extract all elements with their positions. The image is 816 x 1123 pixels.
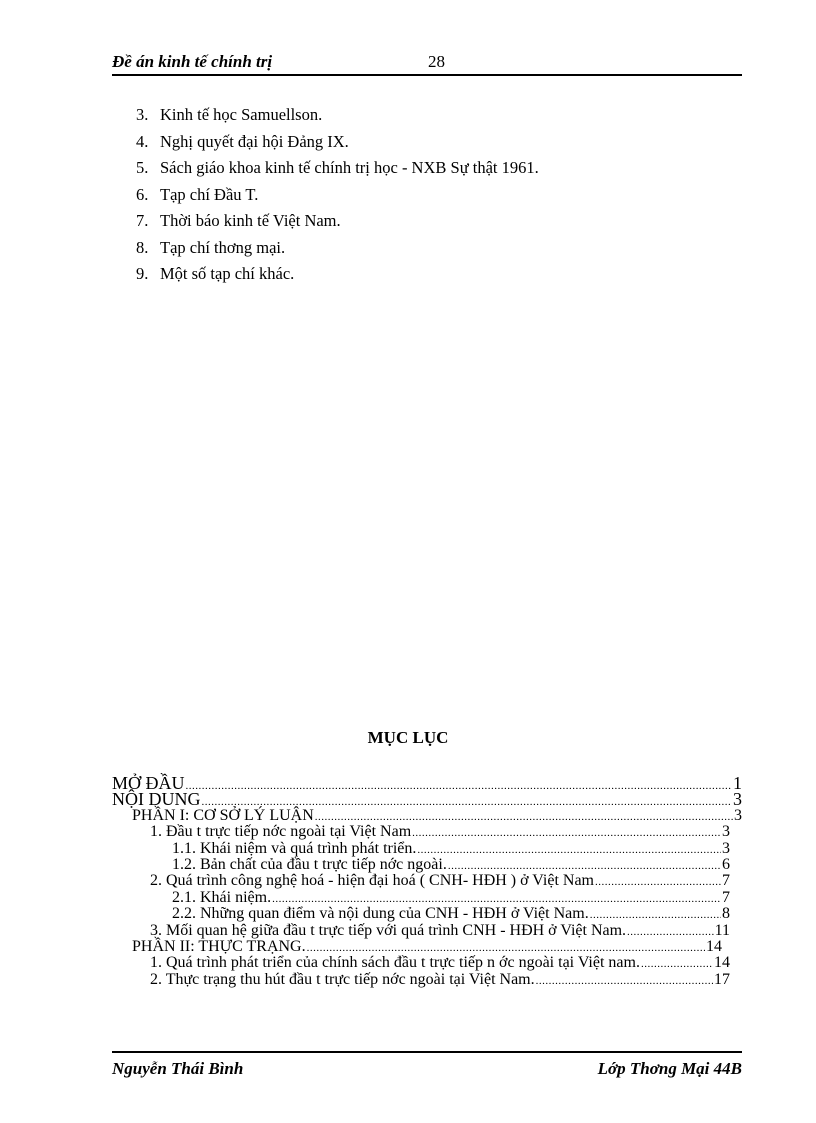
toc-entry: 2. Thực trạng thu hút đầu t trực tiếp nớc ngoài tại Việt Nam. ..... 17 bbox=[112, 972, 742, 988]
page-number: 28 bbox=[428, 52, 445, 71]
toc-entry: MỞ ĐẦU ..... 1 bbox=[112, 775, 742, 791]
list-item: 7. Thời báo kinh tế Việt Nam. bbox=[136, 211, 341, 230]
toc-entry: 1. Quá trình phát triển của chính sách đầu t trực tiếp n ớc ngoài tại Việt nam. ..... 14 bbox=[112, 955, 742, 971]
toc-entry: NỘI DUNG ..... 3 bbox=[112, 791, 742, 807]
list-item: 4. Nghị quyết đại hội Đảng IX. bbox=[136, 131, 349, 151]
toc-entry: PHẦN I: CƠ SỞ LÝ LUẬN ..... 3 bbox=[112, 808, 742, 824]
reference-list bbox=[136, 102, 539, 288]
footer-author: Nguyễn Thái Bình bbox=[112, 1059, 244, 1078]
toc-entry: 2.2. Những quan điểm và nội dung của CNH - HĐH ở Việt Nam. ..... 8 bbox=[112, 906, 742, 922]
list-item: 8. Tạp chí thơng mại. bbox=[136, 237, 286, 257]
page-footer bbox=[112, 1051, 742, 1078]
toc-entry: PHẦN II: THỰC TRẠNG. ..... 14 bbox=[112, 939, 742, 955]
footer-class: Lớp Thơng Mại 44B bbox=[597, 1059, 742, 1078]
toc-entry: 2.1. Khái niệm. ..... 7 bbox=[112, 890, 742, 906]
toc-entry: 2. Quá trình công nghệ hoá - hiện đại hoá ( CNH- HĐH ) ở Việt Nam ..... 7 bbox=[112, 873, 742, 889]
toc-entry: 1. Đầu t trực tiếp nớc ngoài tại Việt Nam ..... 3 bbox=[112, 824, 742, 840]
list-item: 5. Sách giáo khoa kinh tế chính trị học - NXB Sự thật 1961. bbox=[136, 158, 539, 177]
toc-entry: 1.1. Khái niệm và quá trình phát triển. ..... 3 bbox=[112, 841, 742, 857]
toc-entry: 1.2. Bản chất của đầu t trực tiếp nớc ngoài. ..... 6 bbox=[112, 857, 742, 873]
list-item: 9. Một số tạp chí khác. bbox=[136, 264, 295, 283]
list-item: 3. Kinh tế học Samuellson. bbox=[136, 105, 323, 124]
table-of-contents bbox=[112, 775, 742, 988]
header-title: Đề án kinh tế chính trị bbox=[112, 52, 273, 71]
toc-heading: MỤC LỤC bbox=[367, 728, 449, 747]
toc-entry: 3. Mối quan hệ giữa đầu t trực tiếp với quá trình CNH - HĐH ở Việt Nam. ..... 11 bbox=[112, 923, 742, 939]
page-header bbox=[112, 52, 742, 76]
list-item: 6. Tạp chí Đầu T. bbox=[136, 184, 259, 204]
